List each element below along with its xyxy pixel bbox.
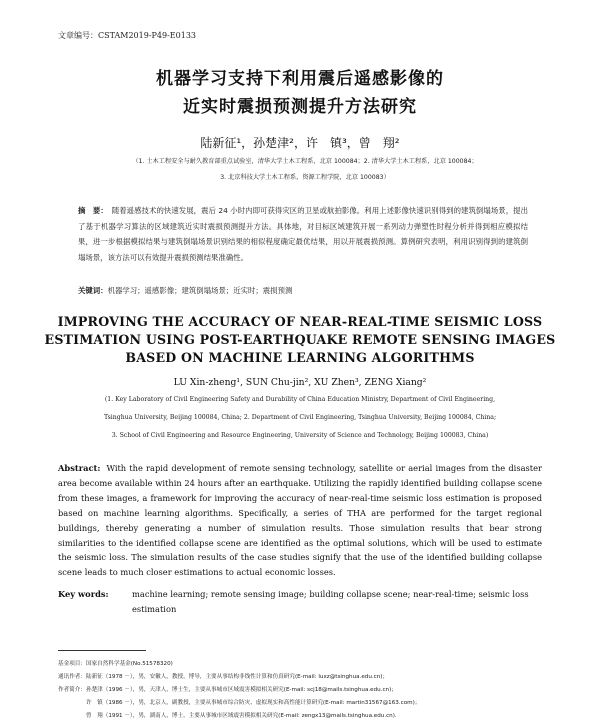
- english-abstract-text: With the rapid development of remote sensing technology, satellite or aerial images from the disaster area become available within 24 hours after an earthquake. Utilizing the rapidly identified building collapse scene from these images, a framework for improving the accuracy of near-real-time seismic loss estimation is proposed based on machine learning algorithms. Specifically, a series of THA are performed for the target regional buildings, thereby generating a number of simulation results. Those simulation results that bear strong similarities to the identified collapse scene are identified as the optimal solutions, which will be used to estimate the seismic loss. The simulation results of the case studies signify that the use of the identified building collapse scene leads to much closer estimations to actual economic losses.: [58, 463, 542, 578]
- english-affiliation-line-3: 3. School of Civil Engineering and Resource Engineering, University of Science and Technology, Beijing 100083, China): [111, 432, 489, 439]
- english-abstract-label: Abstract:: [58, 463, 101, 473]
- english-keywords-label: Key words:: [58, 589, 109, 599]
- english-affiliation-line-2: Tsinghua University, Beijing 100084, China; 2. Department of Civil Engineering, Tsinghua University, Beijing 100084, China;: [103, 414, 497, 421]
- document-id: 文章编号：CSTAM2019-P49-E0133: [58, 31, 196, 40]
- footnote-corresponding-author: 通讯作者：陆新征（1978 －），男，安徽人，教授，博导，主要从事结构非线性计算和仿真研究(E-mail: luxz@tsinghua.edu.cn)；: [58, 674, 389, 680]
- chinese-affiliation-line-1: （1. 土木工程安全与耐久教育部重点试验室，清华大学土木工程系，北京 100084；2. 清华大学土木工程系，北京 100084；: [132, 158, 478, 165]
- english-authors: LU Xin-zheng¹, SUN Chu-jin², XU Zhen³, ZENG Xiang²: [173, 377, 427, 388]
- chinese-keywords: [78, 285, 528, 296]
- chinese-abstract-label: 摘 要：: [78, 206, 108, 215]
- chinese-title-line-2: 近实时震损预测提升方法研究: [183, 97, 417, 117]
- chinese-abstract: [78, 203, 528, 265]
- chinese-authors: 陆新征¹，孙楚津²，许 镇³，曾 翔²: [200, 136, 400, 150]
- footnote-author-bio-1: 作者简介：孙楚津（1996 －），男，天津人，博士生，主要从事城市区域震害模拟相关研究(E-mail: scj18@mails.tsinghua.edu.cn)；: [58, 687, 397, 693]
- english-title-line-3: BASED ON MACHINE LEARNING ALGORITHMS: [125, 350, 475, 365]
- english-abstract: [58, 461, 542, 580]
- chinese-title-line-1: 机器学习支持下利用震后遥感影像的: [156, 69, 444, 89]
- footnote-funding: 基金项目：国家自然科学基金(No.51578320): [58, 661, 173, 667]
- footnote-author-bio-3: 曾 翔（1991 －），男，湖南人，博士，主要从事城市区域震害模拟相关研究(E-mail: zengx13@mails.tsinghua.edu.cn).: [58, 713, 397, 719]
- english-affiliation-line-1: (1. Key Laboratory of Civil Engineering Safety and Durability of China Education Ministry, Department of Civil Engineering,: [104, 396, 496, 403]
- footnote-divider: [58, 650, 146, 651]
- chinese-abstract-text: 随着遥感技术的快速发展，震后 24 小时内即可获得灾区的卫星或航拍影像。利用上述影像快速识别得到的建筑倒塌场景，提出了基于机器学习算法的区域建筑近实时震损预测提升方法。具体地，对目标区域建筑开展一系列动力弹塑性时程分析并得到相应模拟结果，进一步根据模拟结果与建筑倒塌场景识别结果的相似程度确定最优结果，用以开展震损预测。算例研究表明，利用识别得到的建筑倒塌场景，该方法可以有效提升震损预测结果准确性。: [78, 206, 528, 262]
- english-keywords-text: machine learning; remote sensing image; building collapse scene; near-real-time; seismic loss estimation: [132, 589, 529, 614]
- english-title-line-2: ESTIMATION USING POST-EARTHQUAKE REMOTE SENSING IMAGES: [44, 332, 556, 347]
- chinese-keywords-label: 关键词：: [78, 286, 108, 295]
- chinese-keywords-text: 机器学习；遥感影像；建筑倒塌场景；近实时；震损预测: [107, 286, 293, 295]
- english-title-line-1: IMPROVING THE ACCURACY OF NEAR-REAL-TIME SEISMIC LOSS: [57, 314, 543, 329]
- english-keywords: [58, 587, 542, 617]
- chinese-affiliation-line-2: 3. 北京科技大学土木工程系，资源工程学院，北京 100083）: [220, 174, 390, 181]
- footnote-author-bio-2: 许 镇（1986 －），男，北京人，副教授，主要从事城市综合防灾、虚拟现实和高性能计算研究(E-mail: martin31567@163.com)；: [58, 700, 421, 706]
